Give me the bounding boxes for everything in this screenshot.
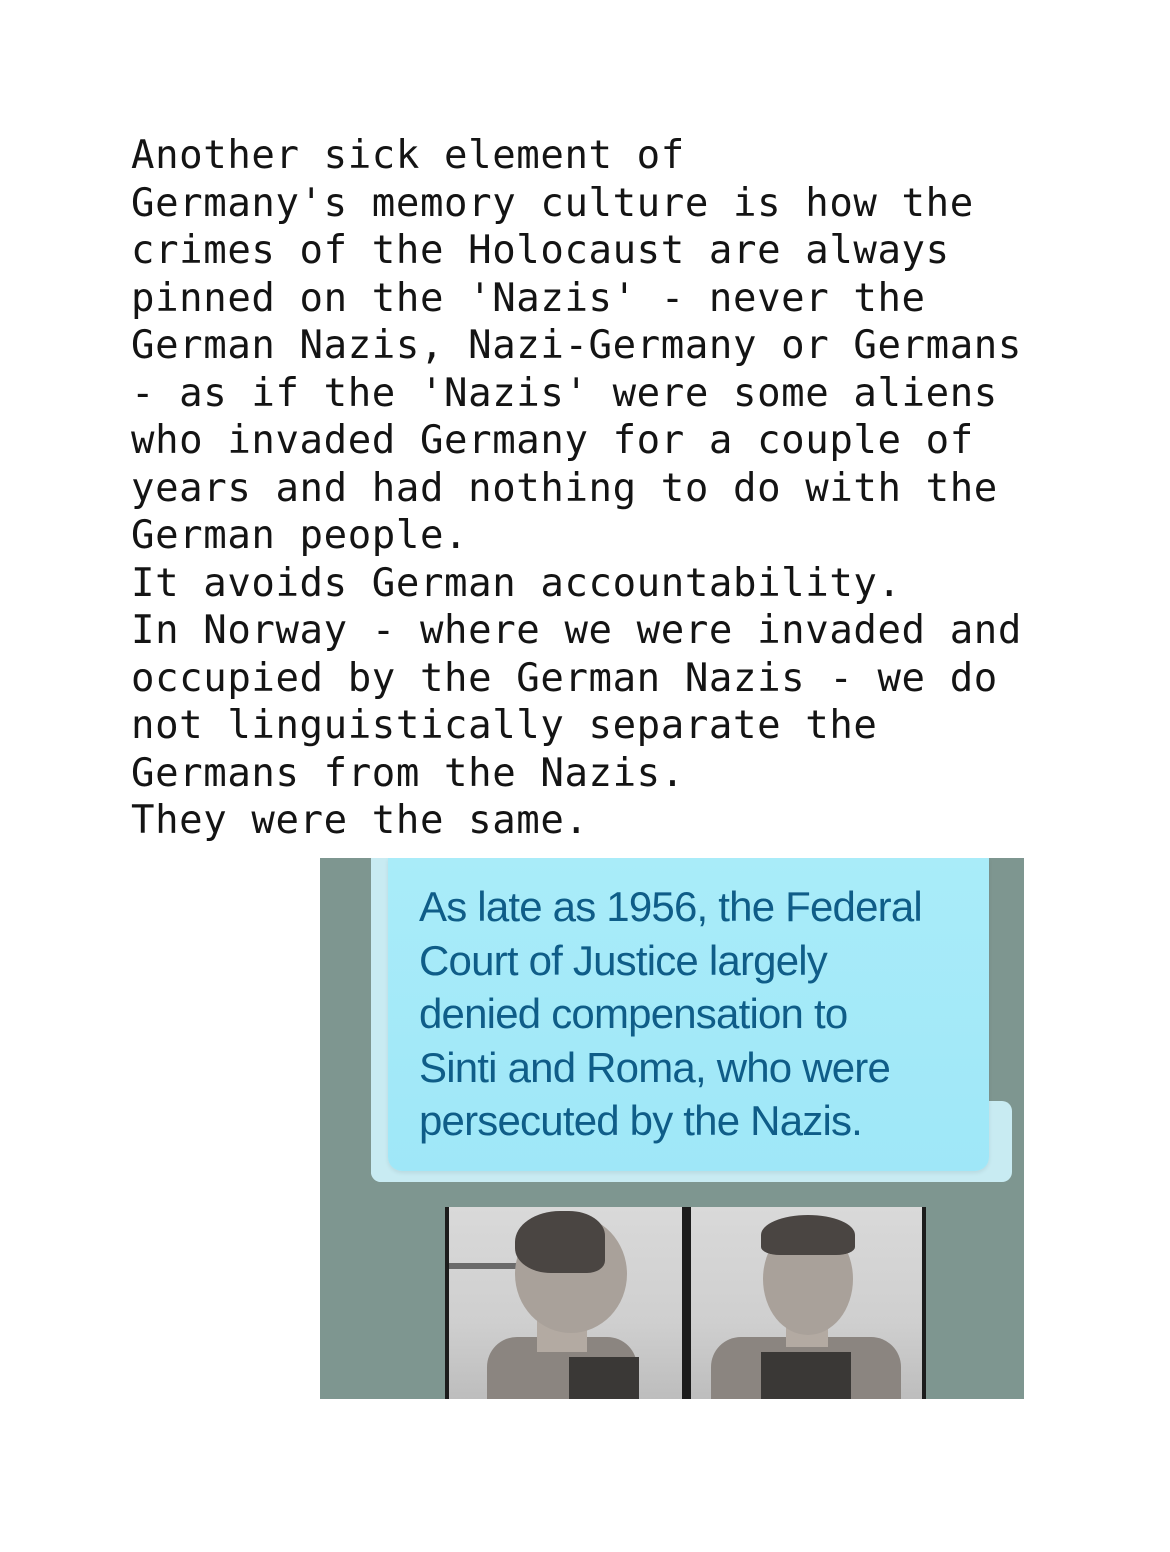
post-line: not linguistically separate the (131, 703, 878, 748)
mugshot-front-panel (691, 1207, 922, 1399)
front-hair (761, 1215, 855, 1255)
mugshot-profile-panel (449, 1207, 682, 1399)
embedded-screenshot (320, 858, 1024, 1399)
caption-bubble (388, 858, 989, 1171)
post-line: Another sick element of (131, 133, 685, 178)
mugshot-photo (445, 1207, 926, 1399)
caption-line: Court of Justice largely (419, 936, 827, 984)
post-line: who invaded Germany for a couple of (131, 418, 974, 463)
post-text (131, 132, 1131, 845)
post-line: - as if the 'Nazis' were some aliens (131, 370, 998, 416)
post-line: crimes of the Holocaust are always (131, 228, 950, 273)
caption-text (419, 880, 979, 1148)
post-line: occupied by the German Nazis - we do (131, 655, 998, 701)
front-apron (761, 1352, 851, 1399)
post-line: German Nazis, Nazi-Germany or Germans (131, 323, 1022, 368)
caption-line: Sinti and Roma, who were (419, 1043, 891, 1091)
post-line: pinned on the 'Nazis' - never the (131, 275, 926, 321)
post-line: German people. (131, 513, 469, 558)
headrest-rod (449, 1263, 525, 1269)
caption-line: denied compensation to (419, 990, 848, 1037)
caption-line: persecuted by the Nazis. (419, 1097, 863, 1144)
post-line: They were the same. (131, 798, 589, 843)
profile-hair (515, 1211, 605, 1273)
post-line: years and had nothing to do with the (131, 465, 998, 511)
post-line: In Norway - where we were invaded and (131, 608, 1022, 653)
post-line: Germans from the Nazis. (131, 750, 685, 796)
post-line: It avoids German accountability. (131, 560, 902, 606)
post-line: Germany's memory culture is how the (131, 180, 974, 226)
profile-apron (569, 1357, 639, 1399)
caption-line: As late as 1956, the Federal (419, 883, 922, 930)
